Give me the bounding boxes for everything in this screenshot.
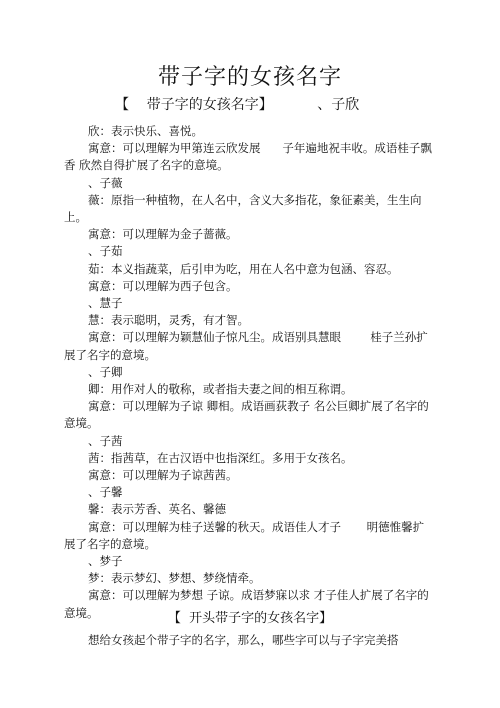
paragraph-xin-implication: 寓意：可以理解为甲第连云欣发展 子年遍地祝丰收。成语桂子飘香 欣然自得扩展了名字的意境。 (64, 141, 432, 173)
paragraph-hui-implication: 寓意：可以理解为颖慧仙子惊凡尘。成语别具慧眼 桂子兰孙扩展了名字的意境。 (64, 330, 428, 362)
document-body (64, 123, 434, 622)
name-heading-mengzi: 、梦子 (88, 554, 123, 569)
name-heading-zixin: 、子馨 (88, 485, 123, 500)
page-title: 带子字的女孩名字 (157, 65, 342, 90)
paragraph-xin2-meaning: 馨：表示芳香、英名、馨德 (88, 502, 226, 517)
section-title: 【 开头带子字的女孩名字】 (167, 611, 333, 626)
paragraph-ru-meaning: 茹：本义指蔬菜，后引申为吃，用在人名中意为包涵、容忍。 (88, 261, 399, 276)
paragraph-qing-implication: 寓意：可以理解为子谅 卿相。成语画荻教子 名公巨卿扩展了名字的意境。 (64, 399, 429, 431)
paragraph-qing-meaning: 卿：用作对人的敬称，或者指夫妻之间的相互称谓。 (88, 382, 353, 397)
name-heading-ziru: 、子茹 (88, 244, 123, 259)
name-heading-ziqing: 、子卿 (88, 364, 123, 379)
paragraph-qian-meaning: 茜：指茜草，在古汉语中也指深红。多用于女孩名。 (88, 450, 353, 465)
paragraph-ru-implication: 寓意：可以理解为西子包含。 (88, 278, 238, 293)
name-heading-ziqian: 、子茜 (88, 433, 123, 448)
section-intro-line: 想给女孩起个带子字的名字，那么，哪些字可以与子字完美搭 (88, 633, 399, 647)
name-heading-huizi: 、慧子 (88, 296, 123, 311)
paragraph-xin2-implication: 寓意：可以理解为桂子送馨的秋天。成语佳人才子 明德惟馨扩展了名字的意境。 (64, 519, 425, 551)
paragraph-xin-meaning: 欣：表示快乐、喜悦。 (88, 124, 203, 138)
paragraph-wei-meaning: 薇：原指一种植物，在人名中，含义大多指花，象征素美，生生向上。 (64, 192, 422, 225)
paragraph-meng-meaning: 梦：表示梦幻、梦想、梦绕情牵。 (88, 571, 261, 586)
paragraph-meng-implication: 寓意：可以理解为梦想 子谅。成语梦寐以求 才子佳人扩展了名字的意境。 (64, 588, 429, 620)
paragraph-wei-implication: 寓意：可以理解为金子蔷薇。 (88, 227, 238, 242)
paragraph-hui-meaning: 慧：表示聪明，灵秀，有才智。 (88, 313, 249, 328)
page-subtitle: 【 带子字的女孩名字】 、子欣 (115, 97, 360, 113)
name-heading-ziwei: 、子薇 (88, 175, 123, 190)
paragraph-qian-implication: 寓意：可以理解为子谅茜茜。 (88, 468, 238, 483)
